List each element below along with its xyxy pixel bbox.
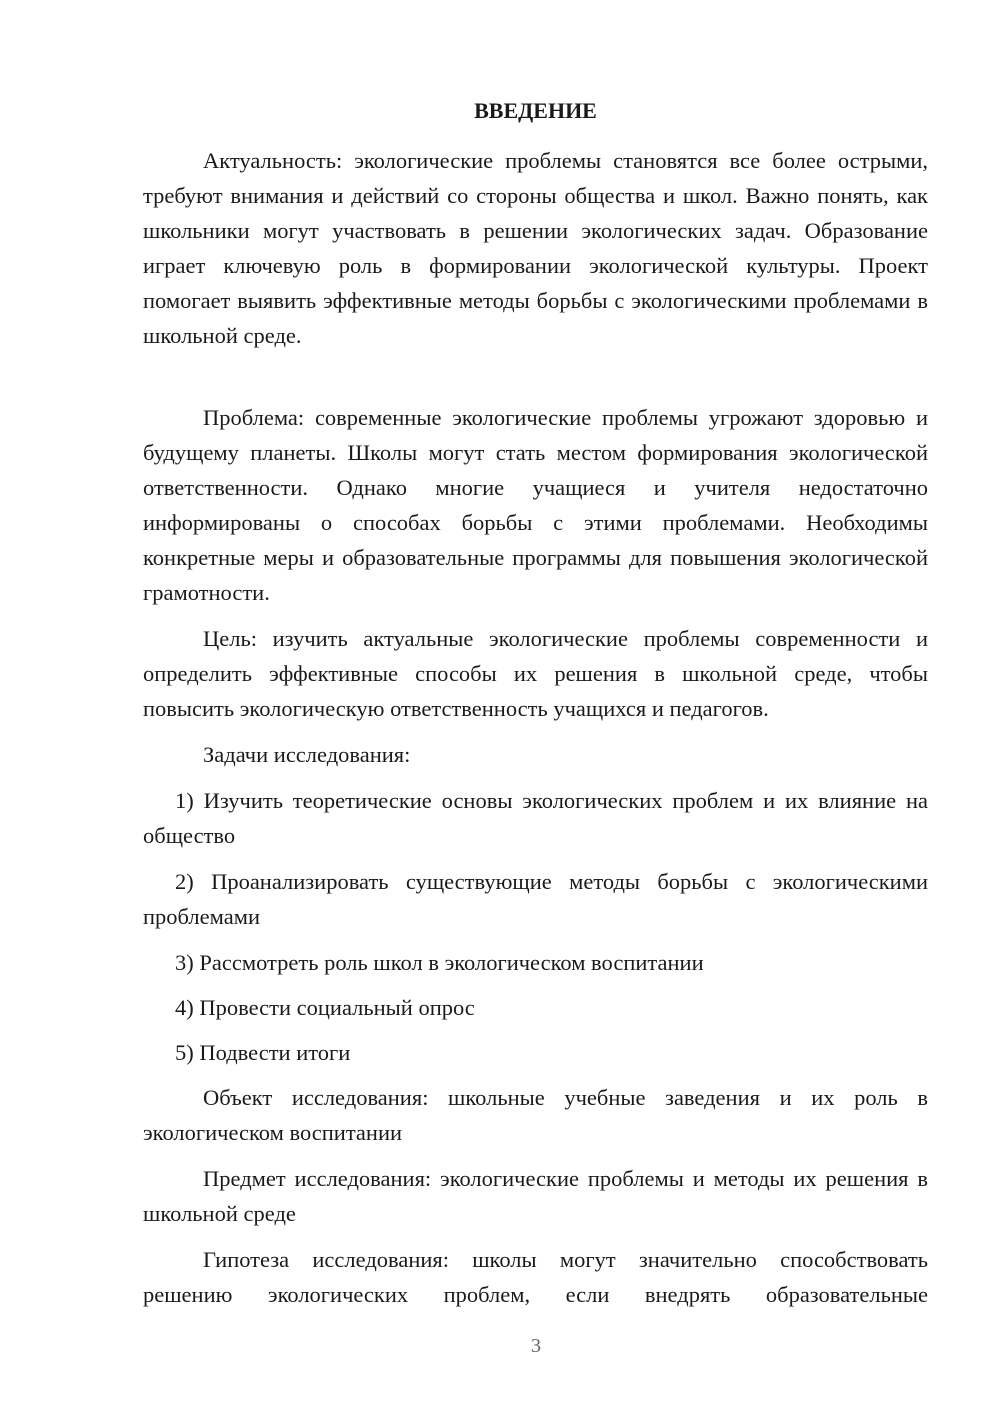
page-number: 3 (531, 1335, 541, 1357)
task-item-5: 5) Подвести итоги (175, 1040, 351, 1065)
goal-paragraph: Цель: изучить актуальные экологические проблемы современности и определить эффективные способы их решения в школьной среде, чтобы повысить экологическую ответственность учащихся и педагогов. (143, 626, 928, 721)
task-item-2: 2) Проанализировать существующие методы борьбы с экологическими проблемами (143, 869, 928, 929)
problem-paragraph: Проблема: современные экологические проблемы угрожают здоровью и будущему планеты. Школы могут стать местом формирования экологической ответственности. Однако многие учащиеся и учителя недостаточно информированы о способах борьбы с этими проблемами. Необходимы конкретные меры и образовательные программы для повышения экологической грамотности. (143, 405, 928, 605)
tasks-heading: Задачи исследования: (203, 742, 411, 767)
relevance-paragraph: Актуальность: экологические проблемы становятся все более острыми, требуют внимания и действий со стороны общества и школ. Важно понять, как школьники могут участвовать в решении экологических задач. Образование играет ключевую роль в формировании экологической культуры. Проект помогает выявить эффективные методы борьбы с экологическими проблемами в школьной среде. (143, 148, 928, 348)
task-item-4: 4) Провести социальный опрос (175, 995, 475, 1020)
task-item-1: 1) Изучить теоретические основы экологических проблем и их влияние на общество (143, 788, 928, 848)
page-title: ВВЕДЕНИЕ (474, 98, 597, 123)
object-paragraph: Объект исследования: школьные учебные заведения и их роль в экологическом воспитании (143, 1085, 928, 1145)
hypothesis-paragraph: Гипотеза исследования: школы могут значительно способствовать решению экологических проблем, если внедрять образовательные (143, 1247, 928, 1307)
subject-paragraph: Предмет исследования: экологические проблемы и методы их решения в школьной среде (143, 1166, 928, 1226)
task-item-3: 3) Рассмотреть роль школ в экологическом воспитании (175, 950, 704, 975)
